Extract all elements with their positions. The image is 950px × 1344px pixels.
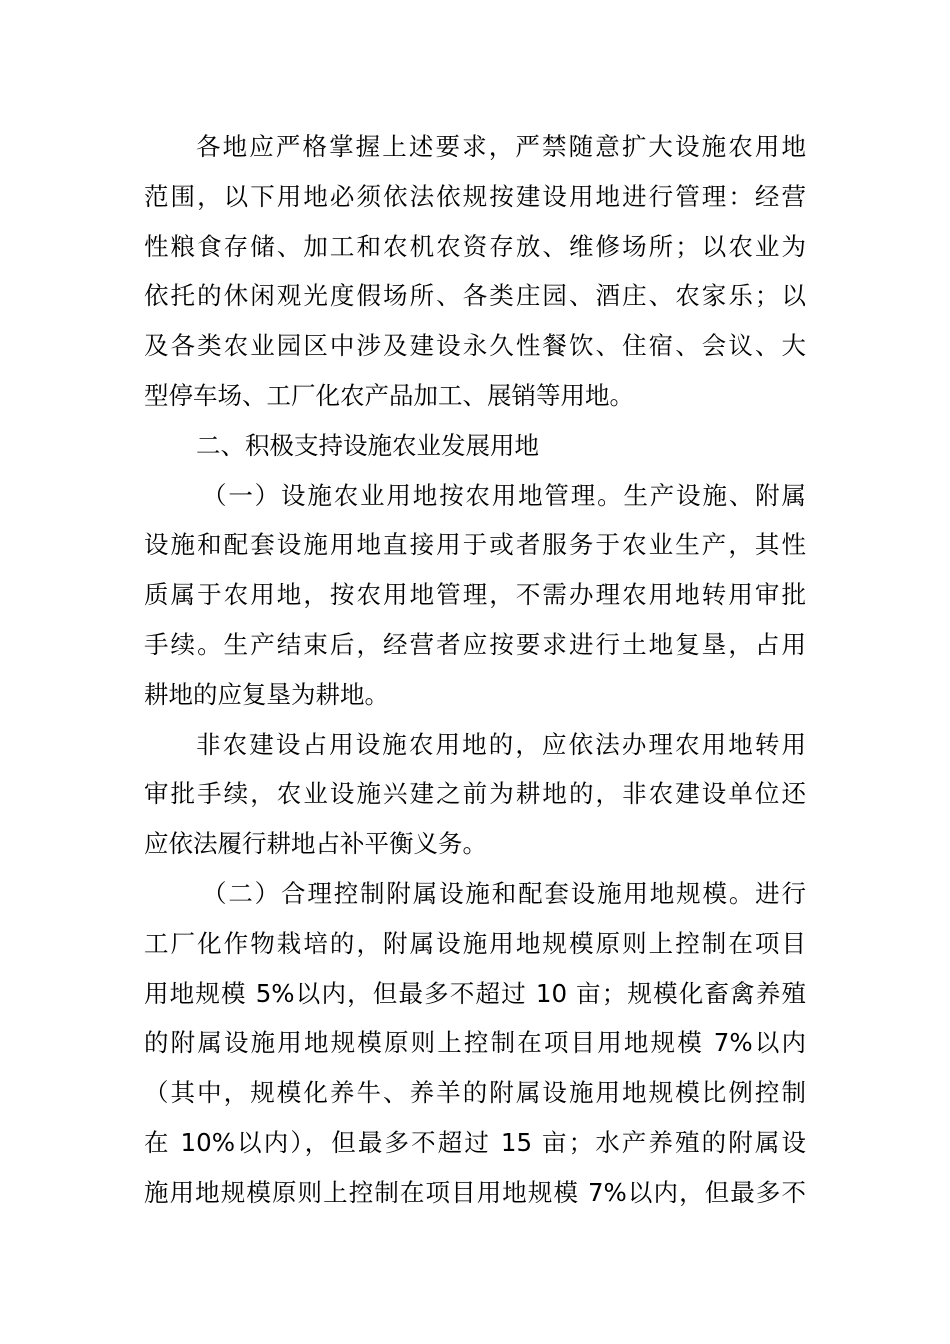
document-body bbox=[144, 122, 806, 1218]
text-line: 在 10%以内），但最多不超过 15 亩；水产养殖的附属设 bbox=[144, 1127, 806, 1157]
text-line: （二）合理控制附属设施和配套设施用地规模。进行 bbox=[202, 878, 806, 908]
text-line: 耕地的应复垦为耕地。 bbox=[144, 679, 389, 709]
text-line: （其中，规模化养牛、养羊的附属设施用地规模比例控制 bbox=[144, 1078, 806, 1108]
text-line: 应依法履行耕地占补平衡义务。 bbox=[144, 829, 487, 859]
text-line: 施用地规模原则上控制在项目用地规模 7%以内，但最多不 bbox=[144, 1177, 806, 1207]
text-line: 手续。生产结束后，经营者应按要求进行土地复垦，占用 bbox=[144, 629, 806, 659]
text-line: 的附属设施用地规模原则上控制在项目用地规模 7%以内 bbox=[144, 1028, 806, 1058]
text-line: 非农建设占用设施农用地的，应依法办理农用地转用 bbox=[196, 729, 806, 759]
text-line: 范围，以下用地必须依法依规按建设用地进行管理：经营 bbox=[144, 181, 806, 211]
text-line: 质属于农用地，按农用地管理，不需办理农用地转用审批 bbox=[144, 580, 806, 610]
text-line: 设施和配套设施用地直接用于或者服务于农业生产，其性 bbox=[144, 530, 806, 560]
text-line: （一）设施农业用地按农用地管理。生产设施、附属 bbox=[202, 480, 806, 510]
text-line: 依托的休闲观光度假场所、各类庄园、酒庄、农家乐；以 bbox=[144, 281, 806, 311]
text-line: 工厂化作物栽培的，附属设施用地规模原则上控制在项目 bbox=[144, 928, 806, 958]
text-line: 性粮食存储、加工和农机农资存放、维修场所；以农业为 bbox=[144, 231, 806, 261]
text-line: 审批手续，农业设施兴建之前为耕地的，非农建设单位还 bbox=[144, 779, 806, 809]
text-line: 用地规模 5%以内，但最多不超过 10 亩；规模化畜禽养殖 bbox=[144, 978, 806, 1008]
section-heading: 二、积极支持设施农业发展用地 bbox=[196, 430, 539, 460]
text-line: 各地应严格掌握上述要求，严禁随意扩大设施农用地 bbox=[196, 132, 806, 161]
text-line: 型停车场、工厂化农产品加工、展销等用地。 bbox=[144, 380, 634, 410]
text-line: 及各类农业园区中涉及建设永久性餐饮、住宿、会议、大 bbox=[144, 331, 806, 361]
